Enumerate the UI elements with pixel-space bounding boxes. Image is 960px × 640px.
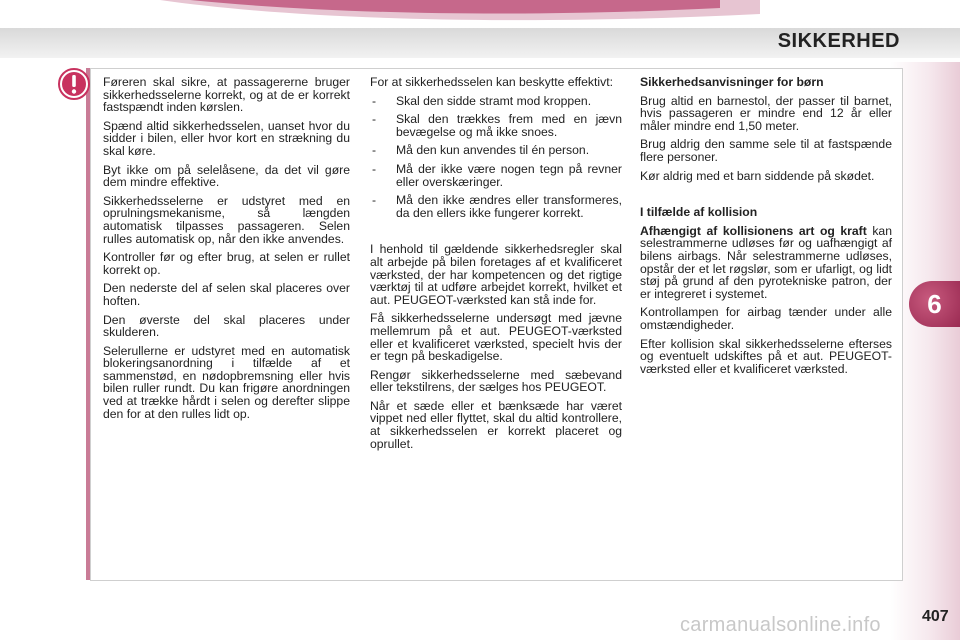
paragraph: Få sikkerhedsselerne undersøgt med jævne mellemrum på et aut. PEUGEOT-værksted eller et kvalificeret værksted, specielt hvis der er tegn på beskadigelse. — [370, 311, 622, 364]
column-children-collision — [640, 76, 892, 381]
requirements-list — [370, 95, 622, 220]
warning-icon — [58, 68, 90, 100]
collision-bold-text: Afhængigt af kollisionens art og kraft — [640, 223, 867, 238]
paragraph: Byt ikke om på selelåsene, da det vil gøre dem mindre effektive. — [103, 162, 350, 190]
column-effective-protection — [370, 76, 622, 456]
watermark: carmanualsonline.info — [680, 614, 881, 636]
heading-collision: I tilfælde af kollision — [640, 205, 758, 220]
paragraph: Efter kollision skal sikkerhedsselerne efterses og eventuelt udskiftes på et aut. PEUGEOT-værksted eller et kvalificeret værksted. — [640, 336, 892, 376]
paragraph: Føreren skal sikre, at passagererne bruger sikkerhedsselerne korrekt, og at de er korrekt fastspændt inden kørslen. — [103, 75, 350, 115]
list-item: - Skal den trækkes frem med en jævn bevægelse og må ikke snoes. — [370, 113, 622, 138]
spacer — [370, 229, 622, 243]
paragraph: Spænd altid sikkerhedsselen, uanset hvor du sidder i bilen, eller hvor kort en strækning du skal køre. — [103, 118, 350, 158]
decorative-swoosh — [0, 0, 960, 30]
paragraph: Kontrollampen for airbag tænder under alle omstændigheder. — [640, 305, 892, 332]
paragraph: Brug altid en barnestol, der passer til barnet, hvis passageren er mindre end 12 år eller måler mindre end 1,50 meter. — [640, 93, 892, 133]
list-item: - Må den ikke ændres eller transformeres, da den ellers ikke fungerer korrekt. — [370, 194, 622, 219]
paragraph: Kør aldrig med et barn siddende på skødet. — [640, 168, 875, 183]
paragraph: Den øverste del skal placeres under skulderen. — [103, 312, 350, 340]
chapter-tab[interactable]: 6 — [909, 281, 960, 327]
paragraph-collision — [640, 225, 892, 301]
list-item: - Må den kun anvendes til én person. — [370, 144, 622, 157]
collision-text: kan selestrammerne udløses før og uafhængigt af bilens airbags. Når selestrammerne udløses, opstår der et let røgslør, som er ufarligt, og lidt støj på grund af den pyrotekniske patron, der er integreret i systemet. — [640, 223, 892, 301]
page-number: 407 — [922, 608, 949, 625]
paragraph: Når et sæde eller et bænksæde har været vippet ned eller flyttet, skal du altid kontrollere, at sikkerhedsselen er korrekt placeret og oprullet. — [370, 398, 622, 451]
column-safety-rules — [103, 76, 350, 426]
paragraph: Selerullerne er udstyret med en automatisk blokeringsanordning i tilfælde af et sammenstød, en nødopbremsning eller hvis bilen ruller rundt. Du kan frigøre anordningen ved at trække hårdt i selen og derefter slippe den for at den rulles lidt op. — [103, 343, 350, 421]
paragraph: I henhold til gældende sikkerhedsregler skal alt arbejde på bilen foretages af et kvalificeret værksted, der har kompetencen og det rigtige værktøj til at udføre arbejdet korrekt, hvilket et aut. PEUGEOT-værksted kan stå inde for. — [370, 242, 622, 307]
paragraph: Sikkerhedsselerne er udstyret med en oprulningsmekanisme, så længden automatisk tilpasses passageren. Selen rulles automatisk op, når den ikke anvendes. — [103, 193, 350, 246]
paragraph: Rengør sikkerhedsselerne med sæbevand eller tekstilrens, der sælges hos PEUGEOT. — [370, 367, 622, 395]
section-title: SIKKERHED — [777, 30, 900, 52]
heading-children: Sikkerhedsanvisninger for børn — [640, 75, 824, 89]
paragraph: Kontroller før og efter brug, at selen er rullet korrekt op. — [103, 250, 350, 277]
intro-text: For at sikkerhedsselen kan beskytte effektivt: — [370, 75, 613, 89]
list-item: - Må der ikke være nogen tegn på revner eller overskæringer. — [370, 163, 622, 188]
panel-accent-bar — [86, 68, 90, 580]
paragraph: Den nederste del af selen skal placeres over hoften. — [103, 281, 350, 308]
list-item: - Skal den sidde stramt mod kroppen. — [370, 95, 622, 108]
spacer — [640, 188, 892, 206]
paragraph: Brug aldrig den samme sele til at fastspænde flere personer. — [640, 137, 892, 164]
